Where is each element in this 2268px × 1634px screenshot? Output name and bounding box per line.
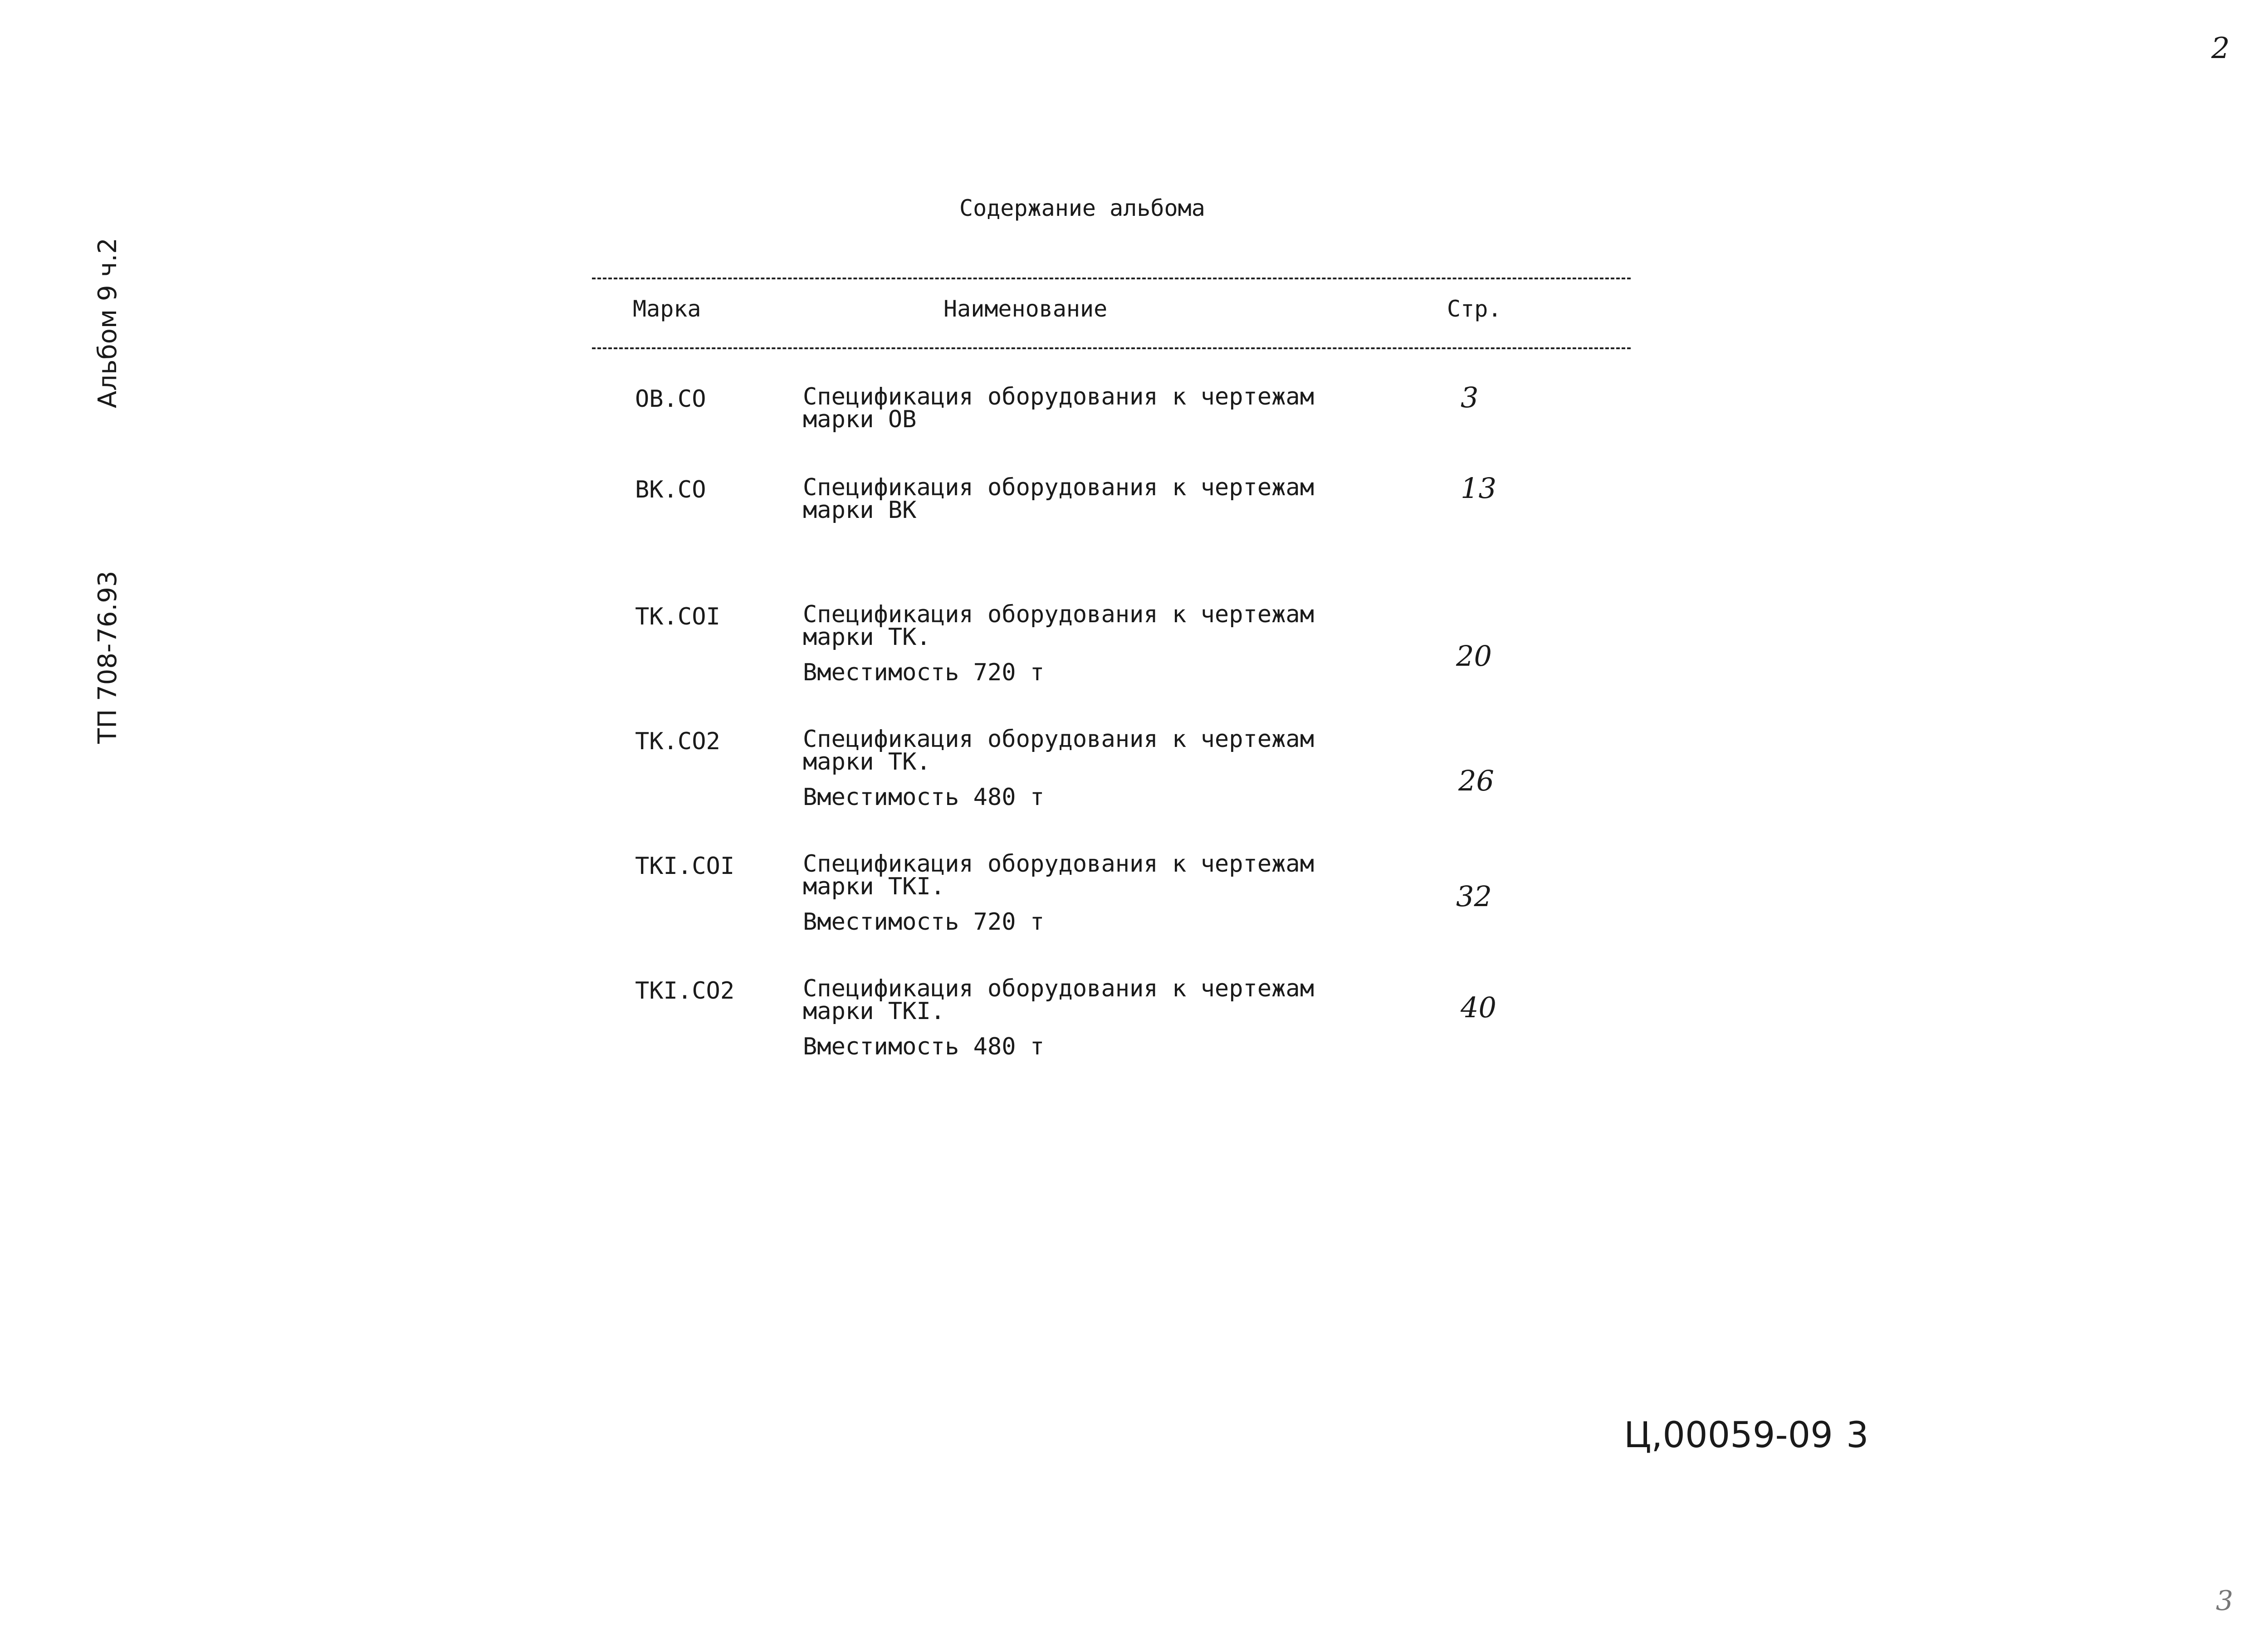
album-stamp: Альбом 9 ч.2: [93, 238, 122, 408]
row-subtitle: марки ОВ: [803, 406, 917, 433]
row-subtitle: марки ВК: [803, 497, 917, 524]
project-stamp: ТП 708-76.93: [93, 571, 122, 744]
row-subtitle: марки ТКI.: [803, 998, 945, 1025]
row-description: [803, 476, 1314, 522]
row-mark: ОВ.СО: [635, 385, 706, 413]
row-title: Спецификация оборудования к чертежам: [803, 601, 1315, 628]
row-page: 32: [1456, 880, 1492, 913]
page-number-bottom: 3: [2216, 1585, 2234, 1617]
row-subtitle: марки ТК.: [803, 748, 931, 776]
row-subtitle: марки ТКI.: [803, 873, 945, 900]
row-capacity: Вместимость 720 т: [803, 908, 1045, 936]
row-description: [803, 850, 1315, 936]
row-page: 26: [1458, 764, 1494, 797]
row-mark: ТКI.СО2: [635, 977, 735, 1005]
row-title: Спецификация оборудования к чертежам: [803, 975, 1315, 1002]
table-top-rule: [592, 278, 1631, 279]
row-capacity: Вместимость 720 т: [803, 659, 1045, 686]
header-name: Наименование: [943, 296, 1108, 322]
row-subtitle: марки ТК.: [803, 624, 931, 651]
page-number-top: 2: [2211, 32, 2230, 65]
row-mark: ТК.СОI: [635, 603, 720, 630]
row-description: [803, 603, 1314, 684]
sheet-number: 3: [1846, 1415, 1869, 1456]
row-capacity: Вместимость 480 т: [803, 784, 1045, 811]
row-title: Спецификация оборудования к чертежам: [803, 850, 1315, 878]
document-title: Содержание альбома: [959, 195, 1205, 221]
table-header-rule: [592, 347, 1631, 349]
row-title: Спецификация оборудования к чертежам: [803, 474, 1315, 501]
row-page: 13: [1461, 472, 1496, 505]
row-mark: ВК.СО: [635, 476, 706, 503]
row-page: 3: [1461, 381, 1479, 414]
row-title: Спецификация оборудования к чертежам: [803, 726, 1315, 753]
row-mark: ТКI.СОI: [635, 853, 735, 880]
document-code: Ц,00059-09: [1624, 1415, 1833, 1456]
row-page: 40: [1461, 991, 1496, 1024]
row-description: [803, 728, 1314, 809]
row-description: [803, 385, 1314, 431]
row-description: [803, 977, 1314, 1058]
row-capacity: Вместимость 480 т: [803, 1033, 1045, 1060]
row-mark: ТК.СО2: [635, 728, 720, 755]
row-title: Спецификация оборудования к чертежам: [803, 383, 1315, 410]
header-mark: Марка: [633, 296, 701, 322]
row-page: 20: [1456, 639, 1492, 673]
header-page: Стр.: [1447, 296, 1502, 322]
